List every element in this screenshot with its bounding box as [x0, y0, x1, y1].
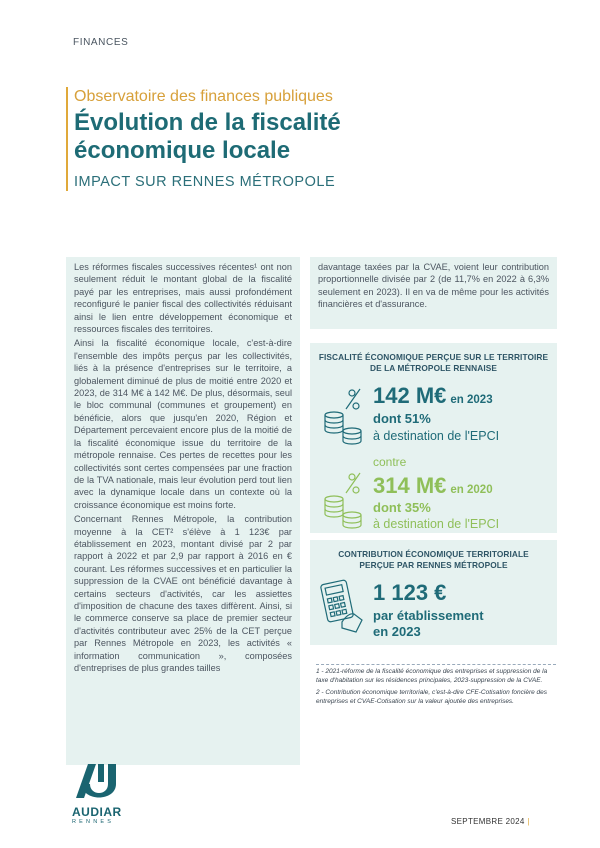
paragraph: Les réformes fiscales successives récentes¹ ont non seulement réduit le montant global de la fiscalité payé par les entreprises, mais aussi profondément reconfiguré le panier fiscal des collectivités réduisant ainsi le lien entre développement économique et ressources fiscales des territoires. — [74, 262, 292, 335]
year: en 2023 — [450, 394, 493, 406]
section-label: FINANCES — [73, 37, 129, 48]
amount-row-2023 — [373, 383, 493, 409]
amount: 314 M€ — [373, 473, 447, 498]
footnotes — [316, 664, 556, 710]
paragraph: davantage taxées par la CVAE, voient leur contribution proportionnelle divisée par 2 (de 11,7% en 2022 à 6,3% seulement en 2023). Il en va de même pour les activités financières et d'assurance. — [318, 262, 549, 310]
footnote: 1 - 2021-réforme de la fiscalité économique des entreprises et suppression de la taxe d'habitation sur les résidences principales, 2023-suppression de la CVAE. — [316, 668, 548, 684]
cet-amount: 1 123 € — [373, 580, 447, 605]
title-block — [66, 87, 466, 191]
share: dont 51% — [373, 411, 431, 426]
amount: 142 M€ — [373, 383, 447, 408]
footer-date — [451, 817, 530, 826]
cet-line-3: en 2023 — [373, 624, 421, 639]
paragraph: Ainsi la fiscalité économique locale, c'est-à-dire l'ensemble des impôts perçus par les collectivités, liés à la présence d'entreprises sur le territoire, a globalement diminué de plus de moitié entre 2020 et 2023, de 314 M€ à 142 M€. De plus, désormais, seul le bloc communal (communes et groupement) en bénéficie, alors que jusqu'en 2020, Région et Département percevaient encore plus de la moitié de la fiscalité économique issue du territoire de la métropole rennaise. Ces pertes de recettes pour les collectivités sont certes compensées par une fraction de la TVA nationale, mais leur évolution perd tout lien avec la dynamique locale dans un contexte où la croissance économique est moins forte. — [74, 338, 292, 510]
audiar-logo — [72, 764, 124, 825]
footnote: 2 - Contribution économique territoriale, c'est-à-dire CFE-Cotisation foncière des entreprises et CVAE-Cotisation sur la valeur ajoutée des entreprises. — [316, 689, 548, 705]
heading-line: PERÇUE PAR RENNES MÉTROPOLE — [359, 560, 508, 570]
share: dont 35% — [373, 500, 431, 515]
paragraph: Concernant Rennes Métropole, la contribution moyenne à la CET² s'élève à 1 123€ par établissement en 2023, montant divisé par 2 par rapport à 2022 et par 2,9 par rapport à 2016 en € courant. Les réformes successives et en particulier la suppression de la CVAE ont bénéficié davantage à certains secteurs d'activités, car les assiettes d'imposition de chacune des taxes diffèrent. Ainsi, si le commerce conserve sa place de premier secteur d'activités contributeur avec 25% de la CET perçue par Rennes Métropole en 2023, les activités « information communication », composées d'entreprises de plus grandes tailles — [74, 514, 292, 673]
page-subtitle: IMPACT SUR RENNES MÉTROPOLE — [74, 174, 336, 190]
heading-line: FISCALITÉ ÉCONOMIQUE PERÇUE SUR LE TERRITOIRE — [318, 352, 549, 362]
kicker: Observatoire des finances publiques — [74, 88, 333, 105]
destination: à destination de l'EPCI — [373, 517, 500, 531]
amount-row-2020 — [373, 473, 493, 499]
date-text: SEPTEMBRE 2024 — [451, 817, 525, 826]
body-column-left — [66, 257, 300, 765]
body-column-right — [310, 257, 557, 329]
title-line-1: Évolution de la fiscalité — [74, 109, 341, 136]
heading-line: DE LA MÉTROPOLE RENNAISE — [369, 363, 497, 373]
logo-wordmark: AUDIAR — [72, 805, 122, 819]
audiar-logo-mark — [72, 764, 118, 798]
year: en 2020 — [450, 484, 493, 496]
contre-label: contre — [373, 455, 407, 469]
calculator-hand-icon — [320, 576, 366, 634]
coins-percent-icon — [320, 471, 368, 531]
infobox-fiscalite — [310, 343, 557, 533]
infobox-cet — [310, 540, 557, 645]
logo-subtitle: RENNES — [72, 819, 115, 825]
infobox-heading — [310, 343, 557, 374]
cet-line-2: par établissement — [373, 608, 484, 623]
page-title — [74, 109, 466, 165]
infobox-heading — [310, 540, 557, 571]
title-line-2: économique locale — [74, 137, 291, 164]
coins-percent-icon — [320, 387, 368, 447]
heading-line: CONTRIBUTION ÉCONOMIQUE TERRITORIALE — [338, 549, 529, 559]
destination: à destination de l'EPCI — [373, 429, 500, 443]
divider-bar: | — [527, 817, 530, 826]
